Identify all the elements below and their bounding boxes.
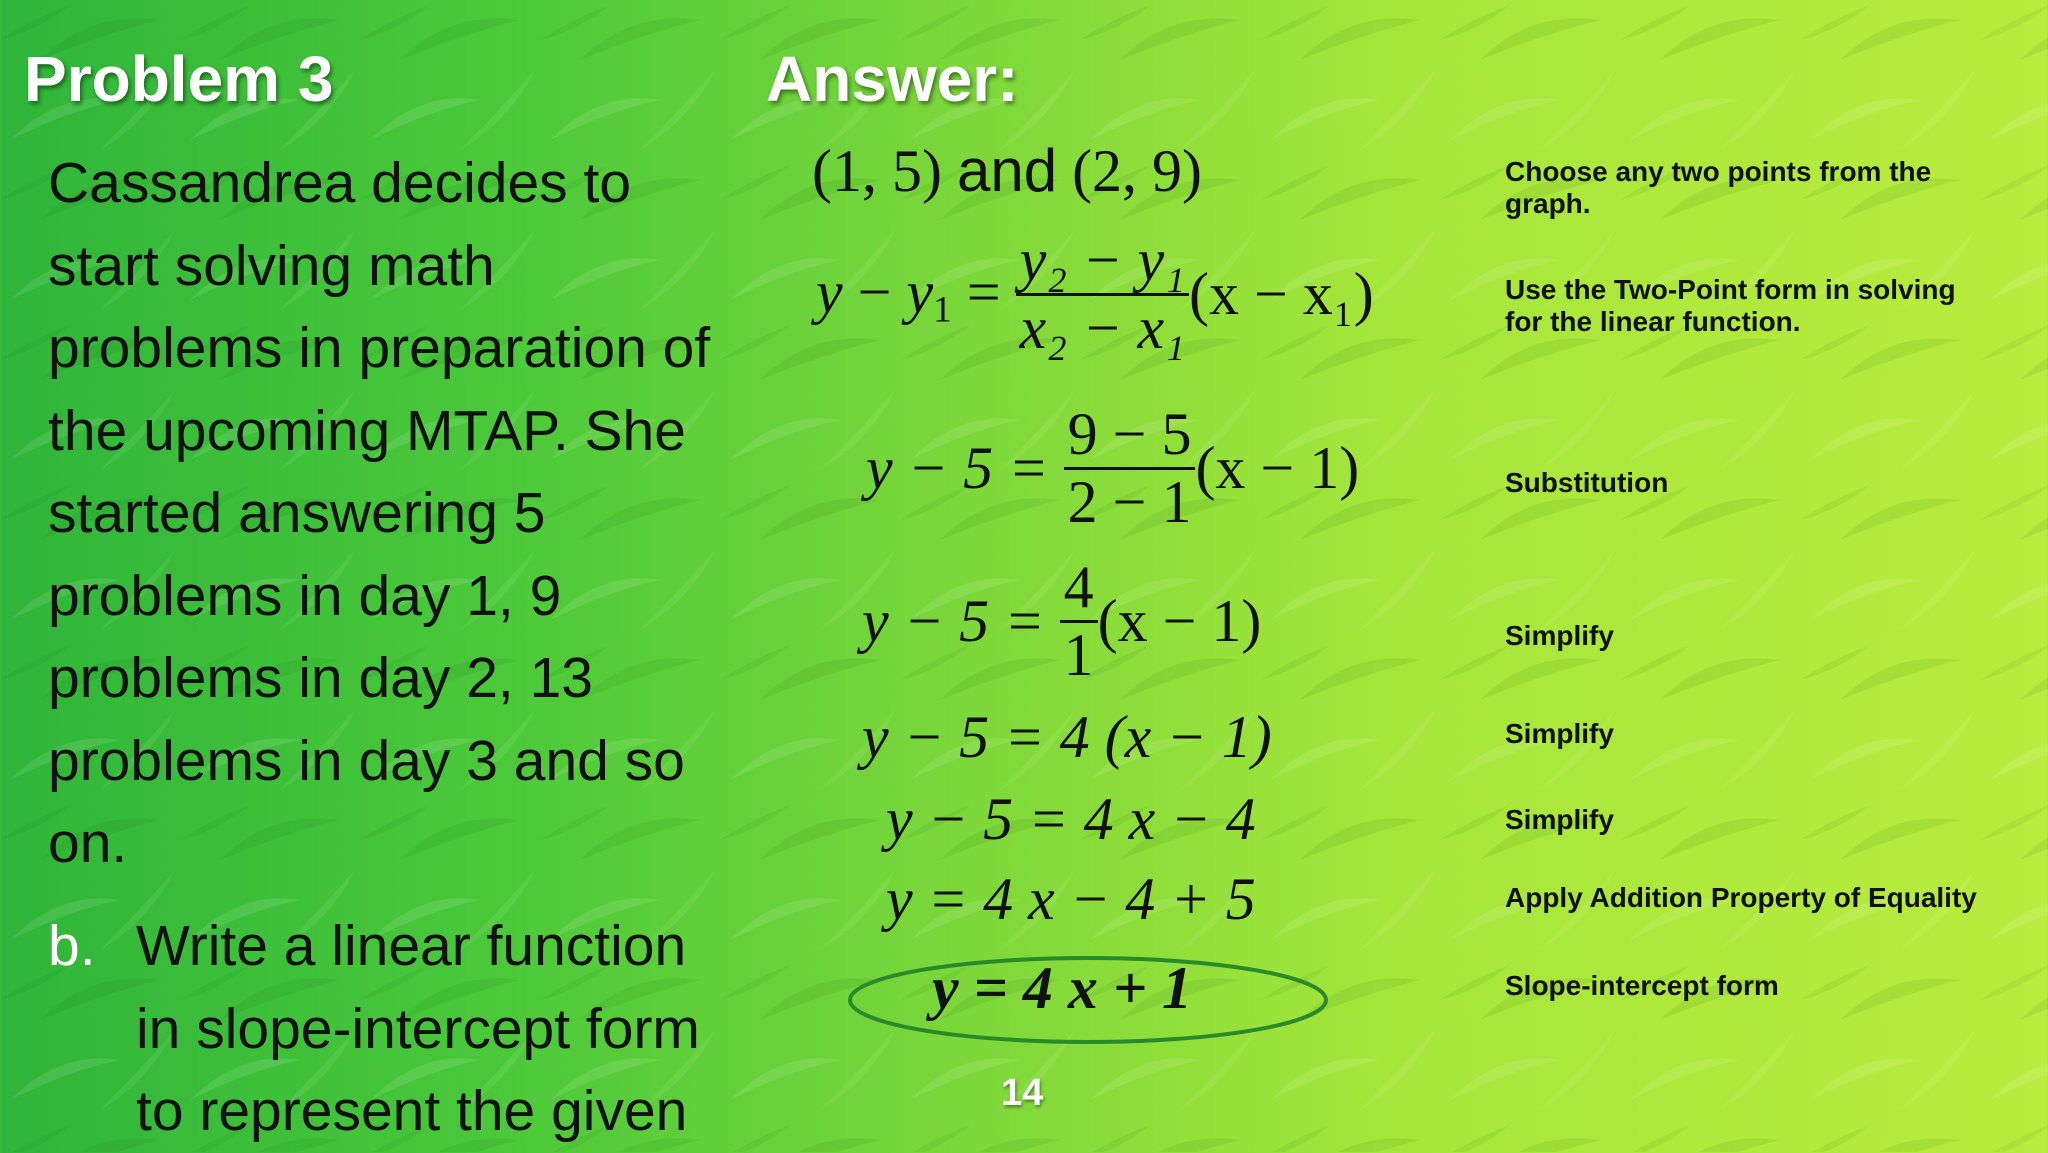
step-note-two-point-form: Use the Two-Point form in solving for the linear function. <box>1505 274 1956 337</box>
point-2: (2, 9) <box>1072 138 1203 204</box>
addition-property-equation: y = 4 x − 4 + 5 <box>886 866 1256 932</box>
simplify1-rhs: (x − 1) <box>1097 587 1262 654</box>
step-note-choose-points: Choose any two points from the graph. <box>1505 156 1932 219</box>
simplify1-fraction <box>1060 555 1098 688</box>
fraction-denominator: x₂ − x₁ <box>1016 293 1189 361</box>
problem-title: Problem 3 <box>24 43 334 115</box>
problem-line: problems in day 2, 13 <box>48 646 593 710</box>
step-note-slope-intercept: Slope-intercept form <box>1505 970 1779 1001</box>
final-equation: y = 4 x + 1 <box>932 955 1193 1021</box>
simplify-distribute-equation: y − 5 = 4 (x − 1) <box>862 704 1272 770</box>
two-point-lhs: $y - y_1$ = <box>816 258 1001 330</box>
fraction-numerator: 9 − 5 <box>1067 401 1192 467</box>
fraction-denominator: 2 − 1 <box>1064 467 1196 535</box>
problem-line: on. <box>48 811 128 875</box>
sub-question-text <box>136 905 700 1153</box>
problem-line: problems in day 1, 9 <box>48 563 562 628</box>
simplify-fraction-equation <box>862 555 1261 688</box>
sub-question-line: to represent the given <box>136 1079 688 1143</box>
fraction-numerator: 4 <box>1063 554 1094 620</box>
substitution-fraction <box>1064 402 1196 535</box>
two-point-form-equation <box>816 228 1374 361</box>
answer-title: Answer: <box>766 43 1019 115</box>
points-connector: and <box>956 137 1058 204</box>
substitution-lhs: y − 5 = <box>866 434 1049 501</box>
fraction-denominator: 1 <box>1060 620 1098 688</box>
chosen-points <box>812 138 1202 204</box>
sub-question-line: Write a linear function <box>136 914 687 978</box>
list-marker: b. <box>48 914 96 978</box>
step-note-substitution: Substitution <box>1505 467 1669 498</box>
problem-line: start solving math <box>48 233 495 298</box>
problem-line: started answering 5 <box>48 481 546 545</box>
problem-line: problems in day 3 and so <box>48 728 685 793</box>
slide-page-number: 14 <box>1001 1072 1044 1114</box>
two-point-fraction <box>1016 228 1189 361</box>
simplify1-lhs: y − 5 = <box>862 587 1045 654</box>
sub-question-line: in slope-intercept form <box>136 996 700 1061</box>
step-note-simplify: Simplify <box>1505 804 1614 835</box>
simplify-expanded-equation: y − 5 = 4 x − 4 <box>886 786 1256 852</box>
fraction-numerator: y₂ − y₁ <box>1019 227 1186 293</box>
step-note-simplify: Simplify <box>1505 718 1614 749</box>
substitution-equation <box>866 402 1359 535</box>
problem-line: the upcoming MTAP. She <box>48 398 686 463</box>
point-1: (1, 5) <box>812 138 942 204</box>
step-note-addition-property: Apply Addition Property of Equality <box>1505 882 1977 913</box>
step-note-simplify: Simplify <box>1505 620 1614 651</box>
problem-line: problems in preparation of <box>48 316 711 380</box>
problem-line: Cassandrea decides to <box>48 151 632 215</box>
problem-statement <box>48 142 768 885</box>
two-point-rhs: (x − x₁) <box>1189 260 1374 327</box>
substitution-rhs: (x − 1) <box>1195 434 1360 501</box>
